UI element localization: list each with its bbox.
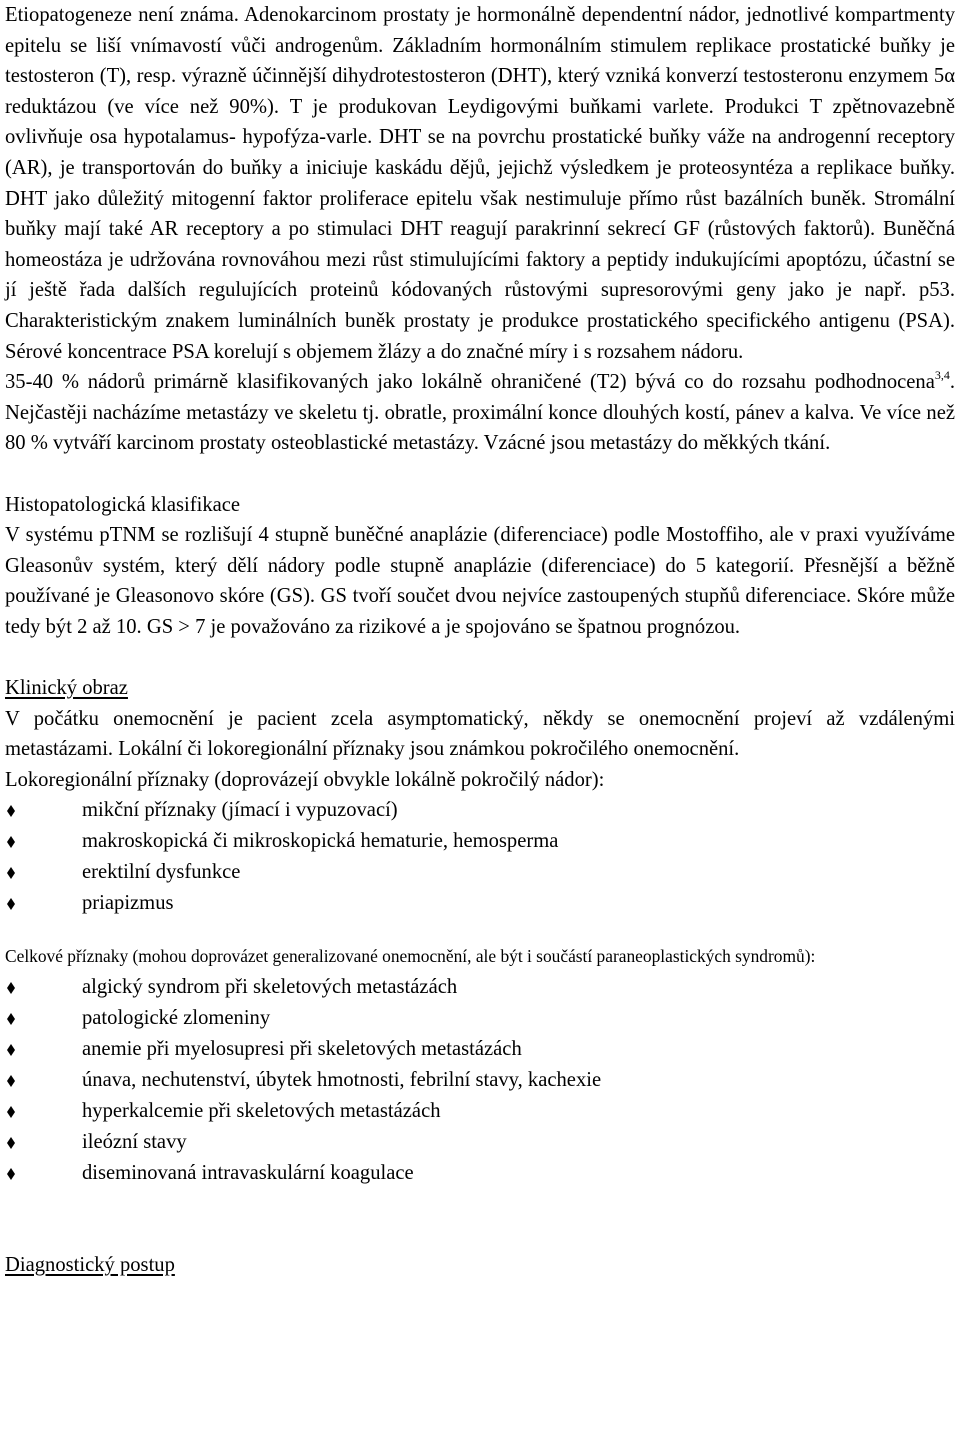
spacer — [5, 919, 955, 941]
spacer — [5, 642, 955, 673]
list-item-text: erektilní dysfunkce — [82, 861, 241, 884]
diagnostics-heading: Diagnostický postup — [5, 1253, 175, 1276]
diamond-bullet-icon — [7, 834, 16, 850]
list-item — [5, 1096, 955, 1127]
list-item — [5, 857, 955, 888]
diamond-bullet-icon — [7, 980, 16, 996]
diamond-bullet-icon — [7, 1135, 16, 1151]
metastasis-text-end: . Nejčastěji nacházíme metastázy ve skeletu tj. obratle, proximální konce dlouhých kostí, pánev a kalva. Ve více než 80 % vytváří karcinom prostaty osteoblastické metastázy. Vzácné jsou metastázy do měkkých tkání. — [5, 371, 955, 455]
histopathology-heading: Histopatologická klasifikace — [5, 493, 241, 516]
local-symptoms-list — [5, 795, 955, 919]
spacer — [5, 1189, 955, 1250]
list-item — [5, 972, 955, 1003]
document-page — [5, 0, 955, 1281]
diamond-bullet-icon — [7, 1104, 16, 1120]
list-item — [5, 1065, 955, 1096]
list-item — [5, 795, 955, 826]
list-item — [5, 1158, 955, 1189]
diamond-bullet-icon — [7, 1166, 16, 1182]
spacer — [5, 459, 955, 490]
list-item-text: hyperkalcemie při skeletových metastázách — [82, 1099, 441, 1122]
list-item — [5, 888, 955, 919]
list-item-text: priapizmus — [82, 892, 174, 915]
general-symptoms-list — [5, 972, 955, 1189]
list-item-text: algický syndrom při skeletových metastázách — [82, 975, 458, 998]
local-symptoms-intro: Lokoregionální příznaky (doprovázejí obvykle lokálně pokročilý nádor): — [5, 768, 605, 791]
diamond-bullet-icon — [7, 1073, 16, 1089]
list-item — [5, 1003, 955, 1034]
list-item-text: mikční příznaky (jímací i vypuzovací) — [82, 799, 398, 822]
diamond-bullet-icon — [7, 803, 16, 819]
list-item — [5, 826, 955, 857]
metastasis-text-start: 35-40 % nádorů primárně klasifikovaných jako lokálně ohraničené (T2) bývá co do rozsahu podhodnocena — [5, 371, 935, 394]
list-item-text: makroskopická či mikroskopická hematurie, hemosperma — [82, 830, 559, 853]
diamond-bullet-icon — [7, 896, 16, 912]
general-symptoms-intro: Celkové příznaky (mohou doprovázet generalizované onemocnění, ale být i součástí paraneoplastických syndromů): — [5, 946, 816, 967]
clinical-paragraph: V počátku onemocnění je pacient zcela asymptomatický, někdy se onemocnění projeví až vzdálenými metastázami. Lokální či lokoregionální příznaky jsou známkou pokročilého onemocnění. — [5, 707, 955, 761]
list-item-text: diseminovaná intravaskulární koagulace — [82, 1161, 414, 1184]
diamond-bullet-icon — [7, 1011, 16, 1027]
histopathology-paragraph: V systému pTNM se rozlišují 4 stupně buněčné anaplázie (diferenciace) podle Mostoffiho, ale v praxi využíváme Gleasonův systém, který dělí nádory podle stupně anaplázie (diferenciace) do 5 kategorií. Přesnější a běžně používané je Gleasonovo skóre (GS). GS tvoří součet dvou nejvíce zastoupených stupňů diferenciace. Skóre může tedy být 2 až 10. GS > 7 je považováno za rizikové a je spojováno se špatnou prognózou. — [5, 524, 955, 638]
diamond-bullet-icon — [7, 1042, 16, 1058]
list-item-text: únava, nechutenství, úbytek hmotnosti, febrilní stavy, kachexie — [82, 1068, 602, 1091]
list-item — [5, 1127, 955, 1158]
diamond-bullet-icon — [7, 865, 16, 881]
list-item-text: anemie při myelosupresi při skeletových metastázách — [82, 1037, 522, 1060]
list-item-text: patologické zlomeniny — [82, 1006, 271, 1029]
metastasis-paragraph — [5, 367, 955, 459]
list-item — [5, 1034, 955, 1065]
citation-superscript: 3,4 — [934, 368, 950, 383]
clinical-heading: Klinický obraz — [5, 677, 128, 700]
intro-paragraph: Etiopatogeneze není známa. Adenokarcinom prostaty je hormonálně dependentní nádor, jednotlivé kompartmenty epitelu se liší vnímavostí vůči androgenům. Základním hormonálním stimulem replikace prostatické buňky je testosteron (T), resp. výrazně účinnější dihydrotestosteron (DHT), který vzniká konverzí testosteronu enzymem 5α reduktázou (ve více než 90%). T je produkovan Leydigovými buňkami varlete. Produkci T zpětnovazebně ovlivňuje osa hypotalamus- hypofýza-varle. DHT se na povrchu prostatické buňky váže na androgenní receptory (AR), je transportován do buňky a iniciuje kaskádu dějů, jejichž výsledkem je proteosyntéza a replikace buňky. DHT jako důležitý mitogenní faktor proliferace epitelu však nestimuluje přímo růst bazálních buněk. Stromální buňky mají také AR receptory a po stimulaci DHT reagují parakrinní sekrecí GF (růstových faktorů). Buněčná homeostáza je udržována rovnováhou mezi růst stimulujícími faktory a peptidy indukujícími apoptózu, účastní se jí ještě řada dalších regulujících proteinů kódovaných růstovými supresorovými geny jako je např. p53. Charakteristickým znakem luminálních buněk prostaty je produkce prostatického specifického antigenu (PSA). Sérové koncentrace PSA korelují s objemem žlázy a do značné míry i s rozsahem nádoru. — [5, 4, 955, 363]
list-item-text: ileózní stavy — [82, 1130, 187, 1153]
